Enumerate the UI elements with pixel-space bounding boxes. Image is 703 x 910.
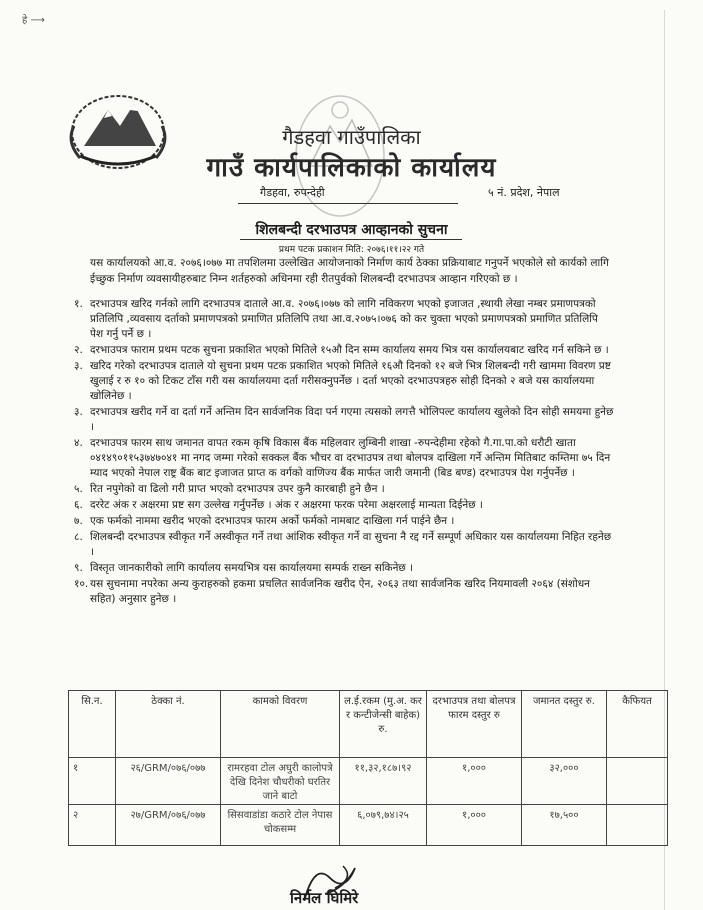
notice-intro: यस कार्यालयको आ.व. २०७६।०७७ मा तपशिलमा उल्लेखित आयोजनाको निर्माण कार्य ठेक्का प्रक्रियाबाट गनुपर्ने भएकोले सो कार्यको लागि ईच्छुक निर्माण व्यवसायीहरुबाट निम्न शर्तहरुको अधिनमा रही रीतपुर्वको शिलबन्दी दरभाउपत्र आव्हान गरिएको छ । [90, 257, 609, 285]
margin-mark: हे ⟶ [22, 15, 45, 26]
list-item: ५. रित नपुगेको वा ढिलो गरी प्राप्त भएको दरभाउपत्र उपर कुनै कारबाही हुने छैन । [74, 483, 385, 495]
col-contract-no: ठेक्का नं. [116, 691, 221, 758]
conditions-list [74, 297, 614, 608]
header-divider [238, 203, 458, 204]
list-item: ३. खरिद गरेको दरभाउपत्र दाताले यो सुचना प्रथम पटक प्रकाशित भएको मितिले १६औ दिनको १२ बजे भित्र शिलबन्दी गरी खाममा विवरण प्रष्ट खुलाई र रु १० को टिकट टाँस गरी यस कार्यालयमा दर्ता गरीसक्नुपर्नेछ । दर्ता भएको दरभाउपत्रहरु सोही दिनको २ बजे यस कार्यालयमा खोलिनेछ । [74, 360, 611, 402]
bid-table [68, 690, 668, 846]
list-item: ९. विस्तृत जानकारीको लागि कार्यालय समयभित्र यस कार्यालयमा सम्पर्क राख्न सकिनेछ । [74, 562, 414, 574]
office-address: गैडहवा, रुपन्देही [260, 186, 325, 199]
table-row: २ २७/GRM/०७६/०७७ सिसवाडांडा कठारे टोल नेपास चोकसम्म ६,०७९,७४।२५ १,००० १७,५०० [69, 805, 668, 846]
signatory-name: निर्मल घिमिरे [290, 889, 359, 907]
col-serial: सि.न. [69, 691, 116, 758]
list-item: ६. दररेट अंक र अक्षरमा प्रष्ट सग उल्लेख गर्नुपर्नेछ । अंक र अक्षरमा फरक परेमा अक्षरलाई मान्यता दिईनेछ । [74, 499, 483, 511]
col-estimate: ल.ई.रकम (मु.अ. कर र कन्टीजेन्सी बाहेक) रु. [340, 691, 427, 758]
office-name: गाउँ कार्यपालिकाको कार्यालय [206, 153, 497, 183]
title-underline [240, 239, 462, 240]
municipality-name: गैडहवा गाउँपालिका [282, 125, 421, 149]
publication-date: प्रथम पटक प्रकाशन मिति: २०७६।११।२२ गते [278, 245, 425, 255]
table-row: १ २६/GRM/०७६/०७७ रामरहवा टोल अघुरी कालोपत्रे देखि दिनेश चौधरीको घरतिर जाने बाटो ११,३२,१८७।९२ १,००० ३२,००० [69, 758, 668, 805]
list-item: ८. शिलबन्दी दरभाउपत्र स्वीकृत गर्ने अस्वीकृत गर्ने तथा आंशिक स्वीकृत गर्ने वा सुचना नै रद्द गर्ने सम्पूर्ण अधिकार यस कार्यालयमा निहित रहनेछ । [74, 531, 612, 558]
list-item: ४. दरभाउपत्र फारम साथ जमानत वापत रकम कृषि विकास बैंक महिलवार लुम्बिनी शाखा -रुपन्देहीमा रहेको गै.गा.पा.को धरौटी खाता ०४१४९०११५३७४७०४१ मा नगद जम्मा गरेको सक्कल बैंक भौचर वा दरभाउपत्र तथा बोलपत्र दाखिला गर्ने अन्तिम मितिबाट कम्तिमा ७५ दिन म्याद भएको नेपाल राष्ट्र बैंक बाट इजाजत प्राप्त क वर्गको वाणिज्य बैंक मार्फत जारी जमानी (बिड बण्ड) दरभाउपत्र पेश गर्नुपर्नेछ । [74, 437, 611, 479]
list-item: ७. एक फर्मको नाममा खरीद भएको दरभाउपत्र फारम अर्को फर्मको नामबाट दाखिला गर्न पाईने छैन । [74, 515, 455, 527]
table-header-row [69, 691, 668, 758]
list-item: १०. यस सुचनामा नपरेका अन्य कुराहरुको हकमा प्रचलित सार्वजनिक खरीद ऐन, २०६३ तथा सार्वजनिक खरिद नियमावली २०६४ (संशोधन सहित) अनुसार हुनेछ । [74, 578, 590, 605]
list-item: १. दरभाउपत्र खरिद गर्नको लागि दरभाउपत्र दाताले आ.व. २०७६।०७७ को लागि नविकरण भएको इजाजत ,स्थायी लेखा नम्बर प्रमाणपत्रको प्रतिलिपि ,व्यवसाय दर्ताको प्रमाणपत्रको प्रमाणित प्रतिलिपि तथा आ.व.२०७५।०७६ को कर चुक्ता भएको प्रमाणपत्रको प्रमाणित प्रतिलिपि पेश गर्नु पर्ने छ । [74, 298, 598, 340]
province-label: ५ नं. प्रदेश, नेपाल [488, 186, 560, 199]
col-security: जमानत दस्तुर रु. [522, 691, 607, 758]
list-item: २. दरभाउपत्र फाराम प्रथम पटक सुचना प्रकाशित भएको मितिले १५औ दिन सम्म कार्यालय समय भित्र यस कार्यालयबाट खरिद गर्न सकिने छ । [74, 344, 609, 356]
col-remarks: कैफियत [607, 691, 668, 758]
list-item: ३. दरभाउपत्र खरीद गर्ने वा दर्ता गर्ने अन्तिम दिन सार्वजनिक विदा पर्न गएमा त्यसको लगत्तै भोलिपल्ट कार्यालय खुलेको दिन सोही समयमा हुनेछ । [74, 406, 614, 433]
col-form-fee: दरभाउपत्र तथा बोलपत्र फारम दस्तुर रु [427, 691, 522, 758]
col-description: कामको विवरण [221, 691, 340, 758]
notice-title: शिलबन्दी दरभाउपत्र आव्हानको सुचना [255, 222, 448, 238]
